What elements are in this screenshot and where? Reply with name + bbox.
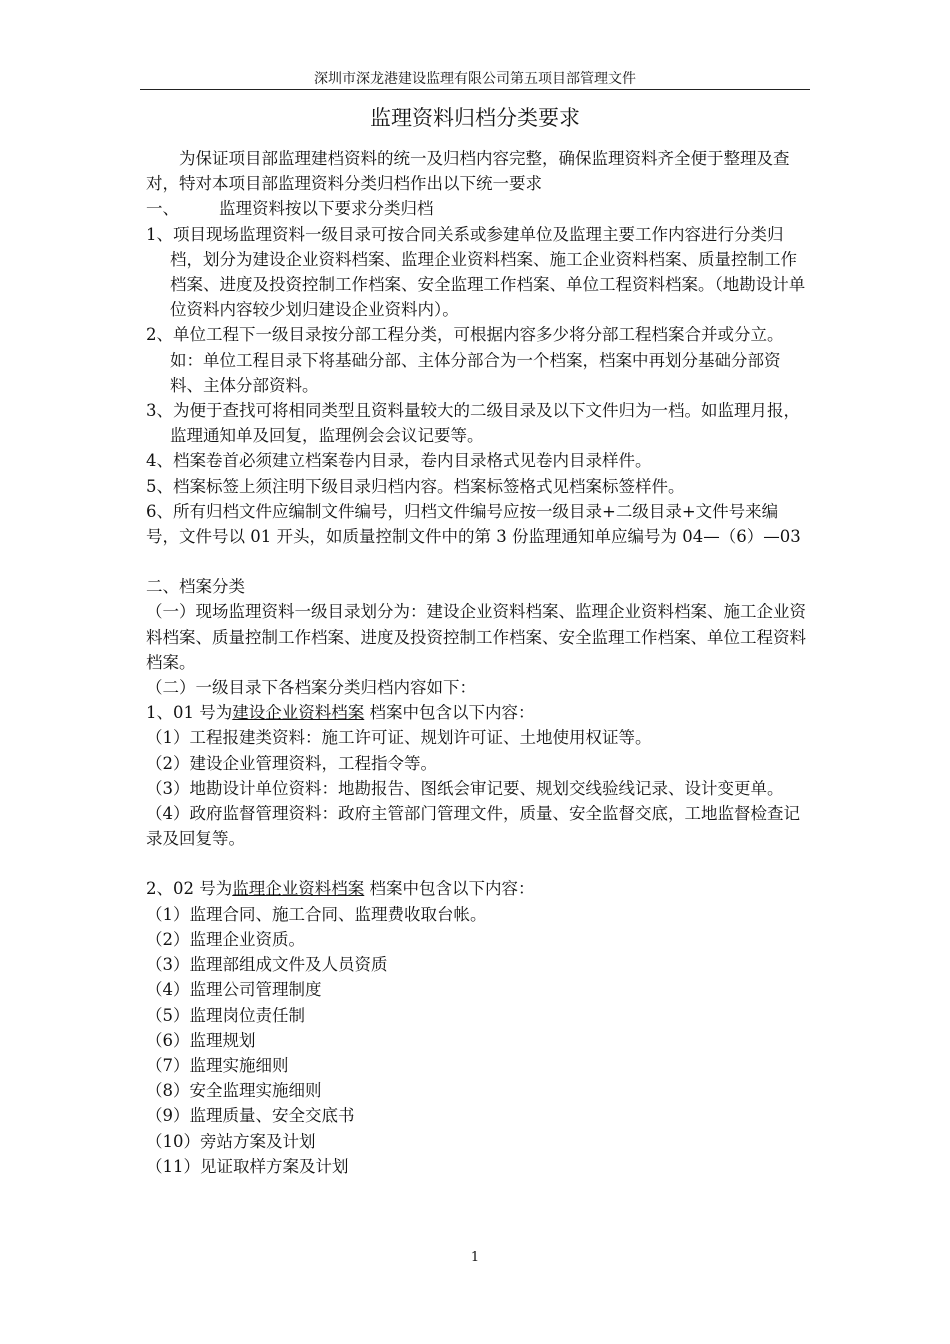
category-1-prefix: 1、01 号为 [146,703,233,723]
section-1-heading [146,196,810,221]
rule-item-4: 4、档案卷首必须建立档案卷内目录，卷内目录格式见卷内目录样件。 [146,451,652,471]
document-title: 监理资料归档分类要求 [370,106,580,130]
intro-paragraph: 为保证项目部监理建档资料的统一及归档内容完整，确保监理资料齐全便于整理及查对，特对本项目部监理资料分类归档作出以下统一要求 [146,149,790,194]
rule-item-1: 1、项目现场监理资料一级目录可按合同关系或参建单位及监理主要工作内容进行分类归档，划分为建设企业资料档案、监理企业资料档案、施工企业资料档案、质量控制工作档案、进度及投资控制工作档案、安全监理工作档案、单位工程资料档案。（地勘设计单位资料内容较少划归建设企业资料内）。 [146,224,806,320]
category-1-item: （2）建设企业管理资料，工程指令等。 [146,753,437,773]
category-2-item: （1）监理合同、施工合同、监理费收取台帐。 [146,904,487,924]
category-2-heading [146,876,810,901]
page-number: 1 [470,1250,480,1265]
category-2-item: （4）监理公司管理制度 [146,980,322,1000]
category-1-suffix: 档案中包含以下内容： [369,703,535,723]
category-1-item: （3）地勘设计单位资料：地勘报告、图纸会审记要、规划交线验线记录、设计变更单。 [146,778,784,798]
category-1-heading [146,700,810,725]
category-2-prefix: 2、02 号为 [146,879,233,899]
category-2-item: （11）见证取样方案及计划 [146,1156,349,1176]
category-1-name: 建设企业资料档案 [232,703,365,723]
category-2-item: （8）安全监理实施细则 [146,1081,322,1101]
rule-item-3: 3、为便于查找可将相同类型且资料量较大的二级目录及以下文件归为一档。如监理月报，监理通知单及回复，监理例会会议记要等。 [146,401,800,446]
category-2-item: （2）监理企业资质。 [146,929,305,949]
category-2-item: （7）监理实施细则 [146,1055,289,1075]
category-2-item: （5）监理岗位责任制 [146,1005,305,1025]
category-1-item: （4）政府监督管理资料：政府主管部门管理文件，质量、安全监督交底，工地监督检查记录及回复等。 [146,804,800,849]
category-2-item: （9）监理质量、安全交底书 [146,1106,355,1126]
page-header: 深圳市深龙港建设监理有限公司第五项目部管理文件 [314,71,636,87]
rule-item-6: 6、所有归档文件应编制文件编号，归档文件编号应按一级目录+二级目录+文件号来编号，文件号以 01 开头，如质量控制文件中的第 3 份监理通知单应编号为 04—（6）—03 [146,501,801,547]
header-rule [140,89,810,90]
category-2-name: 监理企业资料档案 [232,879,365,899]
category-2-item: （10）旁站方案及计划 [146,1131,316,1151]
category-2-suffix: 档案中包含以下内容： [369,879,535,899]
category-1-item: （1）工程报建类资料：施工许可证、规划许可证、土地使用权证等。 [146,728,652,748]
document-body [146,146,810,1179]
section-1-number: 一、 [146,199,179,219]
section-1-label: 监理资料按以下要求分类归档 [219,199,434,219]
category-2-item: （6）监理规划 [146,1030,256,1050]
section-2-heading: 二、档案分类 [146,577,245,597]
category-2-item: （3）监理部组成文件及人员资质 [146,955,388,975]
rule-item-5: 5、档案标签上须注明下级目录归档内容。档案标签格式见档案标签样件。 [146,476,685,496]
subsection-1: （一）现场监理资料一级目录划分为：建设企业资料档案、监理企业资料档案、施工企业资料档案、质量控制工作档案、进度及投资控制工作档案、安全监理工作档案、单位工程资料档案。 [146,602,806,672]
subsection-2: （二）一级目录下各档案分类归档内容如下： [146,678,476,698]
rule-item-2: 2、单位工程下一级目录按分部工程分类，可根据内容多少将分部工程档案合并或分立。如：单位工程目录下将基础分部、主体分部合为一个档案，档案中再划分基础分部资料、主体分部资料。 [146,325,784,395]
